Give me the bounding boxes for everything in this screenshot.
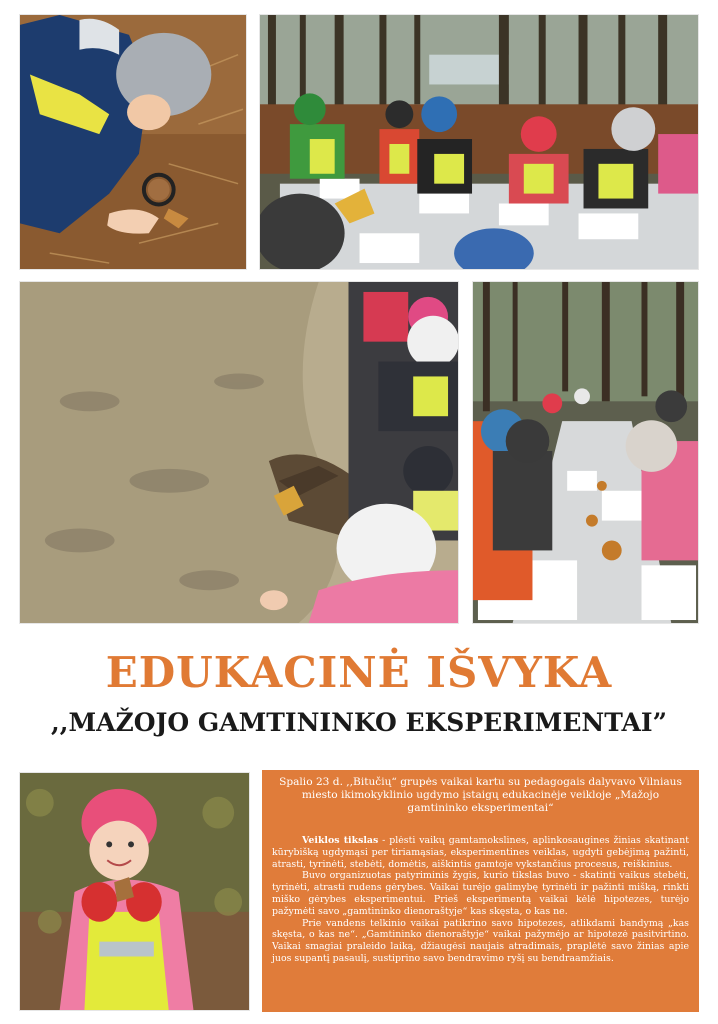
- goal-paragraph: [272, 835, 689, 870]
- photo-group-table: [259, 14, 699, 270]
- photo-water-edge: [19, 281, 459, 624]
- goal-text: - plėsti vaikų gamtamokslines, aplinkosaugines žinias skatinant kūrybišką ugdymąsi per tiriamąsias, eksperimentines veiklas, ugdyti gebėjimą pažinti, atrasti, tyrinėti, stebėti, domėtis, aiškintis gamtoje vykstančius procesus, reiškinius.: [272, 835, 690, 870]
- paragraph-3: Prie vandens telkinio vaikai patikrino savo hipotezes, atlikdami bandymą „kas skęsta, o kas ne“. „Gamtininko dienoraštyje“ vaikai pažymėjo ar hipotezė pasitvirtino. Vaikai smagiai praleido laiką, džiaugėsi naujais atradimais, praplėtė savo žinias apie juos supantį pasaulį, sustiprino savo bendravimo ryšį su bendraamžiais.: [272, 917, 689, 964]
- page-title: EDUKACINĖ IŠVYKA: [105, 648, 613, 697]
- description-box: [262, 770, 699, 1012]
- goal-label: Veiklos tikslas: [302, 835, 379, 846]
- photo-magnifier-child: [19, 14, 247, 270]
- intro-text: Spalio 23 d. ,,Bitučių“ grupės vaikai kartu su pedagogais dalyvavo Vilniaus miesto ikimokyklinio ugdymo įstaigų edukacinėje veikloje „Mažojo gamtininko eksperimentai“: [279, 776, 682, 814]
- photo-long-table: [472, 281, 699, 624]
- page-subtitle: ,,MAŽOJO GAMTININKO EKSPERIMENTAI”: [51, 708, 667, 737]
- paragraph-2: Buvo organizuotas patyriminis žygis, kurio tikslas buvo - skatinti vaikus stebėti, tyrinėti, atrasti rudens gėrybes. Vaikai turėjo galimybę tyrinėti ir pažinti mišką, rinkti miško gėrybes eksperimentui. Prieš eksperimentą vaikai kėlė hipotezes, turėjo pažymėti savo „gamtininko dienoraštyje“ kas skęsta, o kas ne.: [272, 870, 689, 917]
- photo-girl-with-cone: [19, 772, 250, 1011]
